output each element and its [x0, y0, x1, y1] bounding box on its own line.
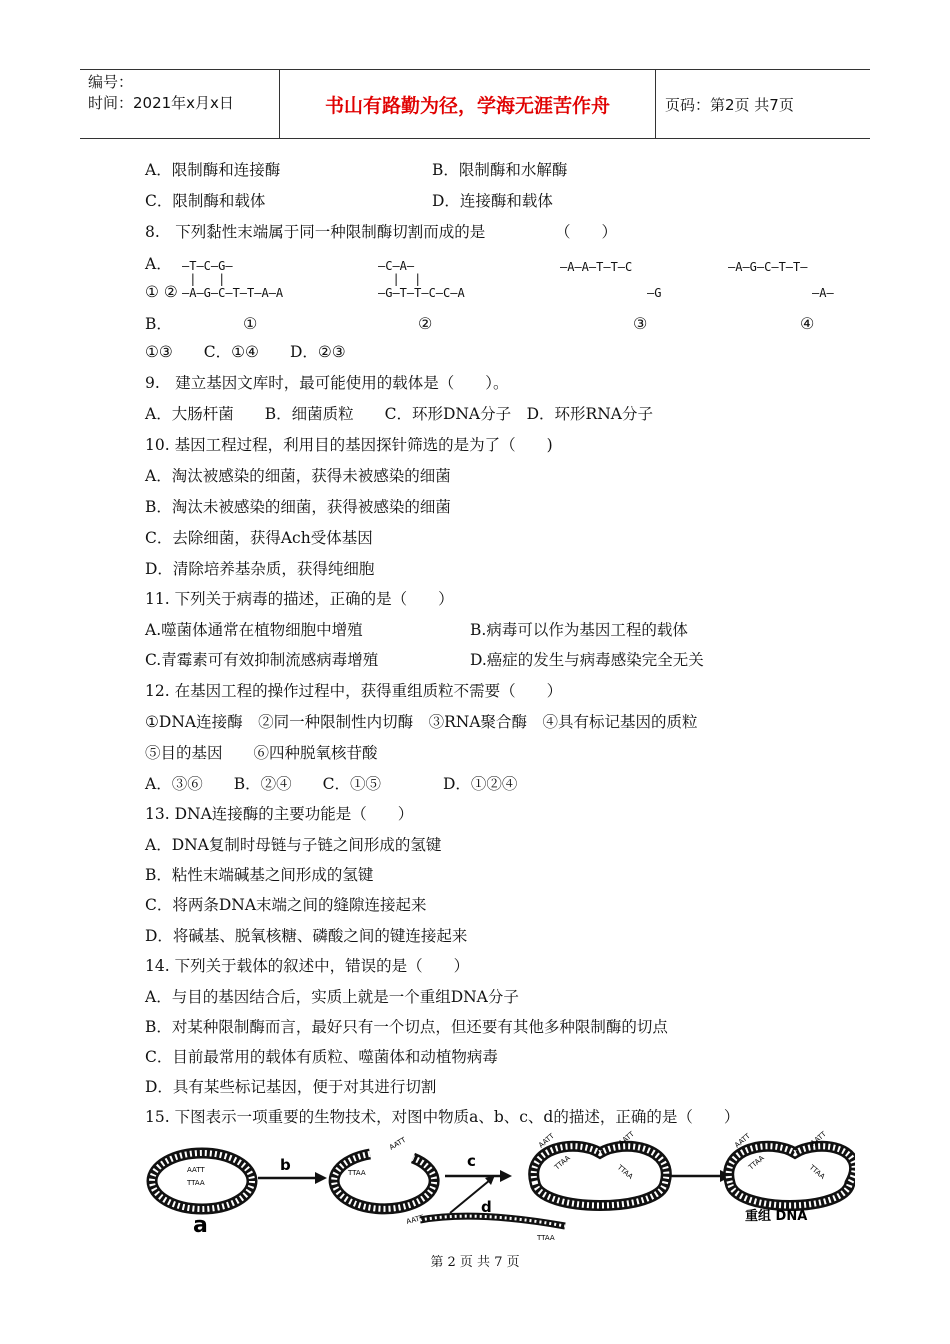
arrow-b	[258, 1156, 327, 1184]
seq1-top: —T—C—G—	[182, 259, 233, 273]
fig-ttaa-p1: TTAA	[553, 1154, 572, 1172]
fig-ttaa-r1: TTAA	[747, 1154, 766, 1172]
fig-aatt-p2: AATT	[617, 1130, 636, 1148]
q14-option-a: A．与目的基因结合后，实质上就是一个重组DNA分子	[145, 988, 519, 1006]
q13-option-b: B．粘性末端碱基之间形成的氢键	[145, 866, 374, 884]
seq2-bottom: —G—T—T—C—C—A	[378, 286, 465, 300]
q11-option-a: A.噬菌体通常在植物细胞中增殖	[145, 621, 363, 639]
q7-option-b: B．限制酶和水解酶	[432, 161, 568, 179]
q11-option-d: D.癌症的发生与病毒感染完全无关	[470, 651, 704, 669]
label-a: a	[193, 1213, 208, 1238]
q13-stem: 13. DNA连接酶的主要功能是（ ）	[145, 805, 414, 823]
q12-stem: 12. 在基因工程的操作过程中，获得重组质粒不需要（ ）	[145, 682, 563, 700]
fig-ttaa-p2: TTAA	[615, 1163, 635, 1181]
q11-stem: 11. 下列关于病毒的描述，正确的是（ ）	[145, 590, 454, 608]
plasmid-with-insert	[534, 1130, 667, 1206]
q7-option-a: A．限制酶和连接酶	[145, 161, 281, 179]
q12-items-1: ①DNA连接酶 ②同一种限制性内切酶 ③RNA聚合酶 ④具有标记基因的质粒	[145, 713, 698, 731]
gene-d	[405, 1198, 565, 1242]
q8-options-cd: ①③ C．①④ D．②③	[145, 343, 346, 361]
fig-ttaa-r2: TTAA	[807, 1163, 827, 1181]
q14-option-b: B．对某种限制酶而言，最好只有一个切点，但还要有其他多种限制酶的切点	[145, 1018, 668, 1036]
header-page-info: 页码：第2页 共7页	[665, 95, 794, 114]
arrow-final	[670, 1170, 732, 1182]
recombinant-dna-label: 重组 DNA	[745, 1209, 808, 1224]
seq4-top: —A—G—C—T—T—	[728, 260, 808, 274]
q12-items-2: ⑤目的基因 ⑥四种脱氧核苷酸	[145, 744, 378, 762]
seq2-top: —C—A—	[378, 259, 415, 273]
q11-option-c: C.青霉素可有效抑制流感病毒增殖	[145, 651, 379, 669]
seq2-number: ②	[418, 314, 433, 333]
q8-option-a-items: ① ②	[145, 283, 178, 301]
q13-option-a: A．DNA复制时母链与子链之间形成的氢键	[145, 836, 442, 854]
q7-option-c: C．限制酶和载体	[145, 192, 266, 210]
q8-option-a: A．	[145, 255, 172, 273]
header-motto: 书山有路勤为径，学海无涯苦作舟	[280, 70, 656, 138]
q14-stem: 14. 下列关于载体的叙述中，错误的是（ ）	[145, 957, 470, 975]
q10-stem: 10. 基因工程过程，利用目的基因探针筛选的是为了（ )	[145, 436, 553, 454]
seq1-bars: | |	[182, 272, 226, 286]
fig-ttaa-a: TTAA	[187, 1179, 205, 1187]
q15-stem: 15. 下图表示一项重要的生物技术，对图中物质a、b、c、d的描述，正确的是（ ）	[145, 1108, 740, 1126]
fig-aatt-d: AATT	[405, 1213, 425, 1226]
q10-option-c: C．去除细菌，获得Ach受体基因	[145, 529, 373, 547]
fig-ttaa-cut: TTAA	[348, 1169, 366, 1177]
fig-aatt-cut: AATT	[388, 1135, 408, 1152]
fig-aatt-r2: AATT	[809, 1130, 828, 1148]
fig-aatt-p1: AATT	[537, 1132, 556, 1150]
q9-stem: 9. 建立基因文库时，最可能使用的载体是（ ）。	[145, 374, 509, 392]
page-footer: 第 2 页 共 7 页	[430, 1255, 520, 1270]
q8-option-b: B．	[145, 315, 172, 333]
seq1-bottom: —A—G—C—T—T—A—A	[182, 286, 284, 300]
label-c: c	[467, 1152, 476, 1170]
q14-option-c: C．目前最常用的载体有质粒、噬菌体和动植物病毒	[145, 1048, 498, 1066]
seq3-bottom: —G	[647, 286, 662, 300]
time-label: 时间：2021年x月x日	[88, 94, 234, 112]
arrow-c	[445, 1152, 512, 1213]
q13-option-d: D．将碱基、脱氧核糖、磷酸之间的键连接起来	[145, 927, 468, 945]
plasmid-a	[152, 1153, 252, 1238]
label-d: d	[481, 1198, 492, 1216]
seq4-number: ④	[800, 314, 815, 333]
label-b: b	[280, 1156, 291, 1174]
q8-stem: 8. 下列黏性末端属于同一种限制酶切割而成的是 （ ）	[145, 223, 618, 241]
page-header	[80, 69, 870, 139]
header-meta	[80, 70, 280, 138]
q11-option-b: B.病毒可以作为基因工程的载体	[470, 621, 688, 639]
q10-option-a: A．淘汰被感染的细菌，获得未被感染的细菌	[145, 467, 451, 485]
q13-option-c: C．将两条DNA末端之间的缝隙连接起来	[145, 896, 427, 914]
cut-plasmid	[334, 1136, 434, 1209]
q12-options: A．③⑥ B．②④ C．①⑤ D．①②④	[145, 775, 518, 793]
number-label: 编号：	[88, 73, 134, 91]
seq3-top: —A—A—T—T—C	[560, 260, 633, 274]
q9-options: A．大肠杆菌 B．细菌质粒 C．环形DNA分子 D．环形RNA分子	[145, 405, 653, 423]
recombinant-dna-figure	[145, 1128, 855, 1246]
seq3-number: ③	[633, 314, 648, 333]
q7-option-d: D．连接酶和载体	[432, 192, 553, 210]
recombinant-plasmid	[729, 1130, 855, 1224]
seq4-bottom: —A—	[812, 286, 834, 300]
seq1-number: ①	[243, 314, 258, 333]
fig-aatt-a: AATT	[187, 1166, 205, 1174]
q10-option-d: D．清除培养基杂质，获得纯细胞	[145, 560, 375, 578]
q14-option-d: D．具有某些标记基因，便于对其进行切割	[145, 1078, 437, 1096]
q10-option-b: B．淘汰未被感染的细菌，获得被感染的细菌	[145, 498, 451, 516]
fig-ttaa-d: TTAA	[537, 1234, 555, 1242]
seq2-bars: | |	[378, 272, 422, 286]
fig-aatt-r1: AATT	[733, 1132, 752, 1150]
